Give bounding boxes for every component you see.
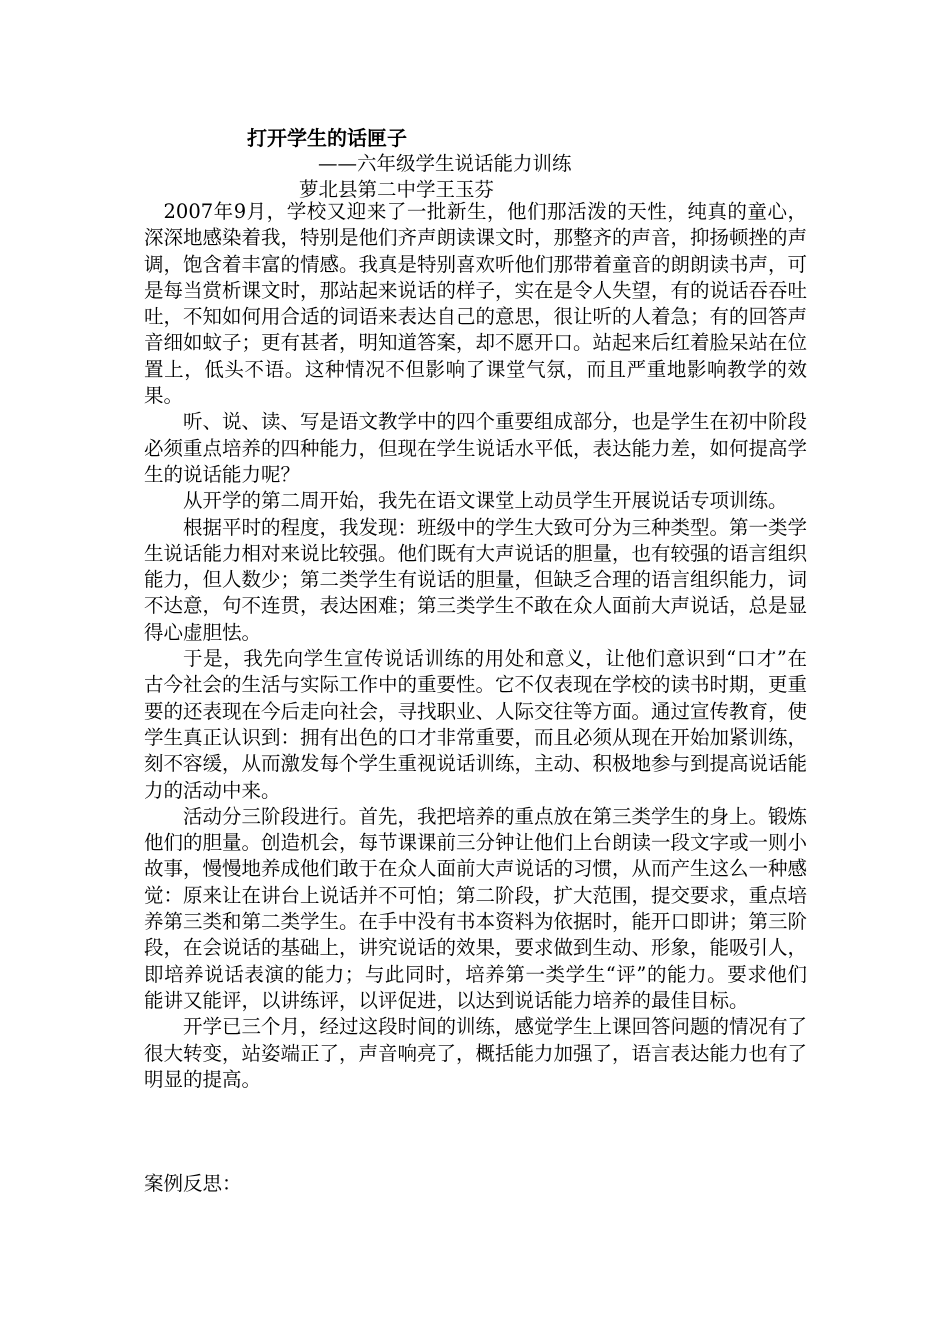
reflection-heading: 案例反思： bbox=[144, 1172, 242, 1195]
paragraph-2: 听、说、读、写是语文教学中的四个重要组成部分，也是学生在初中阶段必须重点培养的四种能力，但现在学生说话水平低，表达能力差，如何提高学生的说话能力呢？ bbox=[144, 410, 808, 486]
document-author: 萝北县第二中学王玉芬 bbox=[299, 178, 495, 201]
paragraph-7: 开学已三个月，经过这段时间的训练，感觉学生上课回答问题的情况有了很大转变，站姿端正了，声音响亮了，概括能力加强了，语言表达能力也有了明显的提高。 bbox=[144, 1015, 808, 1091]
document-subtitle: ——六年级学生说话能力训练 bbox=[318, 152, 572, 175]
paragraph-3: 从开学的第二周开始，我先在语文课堂上动员学生开展说话专项训练。 bbox=[183, 489, 788, 513]
document-title: 打开学生的话匣子 bbox=[247, 126, 407, 150]
document-body bbox=[144, 199, 807, 1093]
paragraph-1: 2007年9月，学校又迎来了一批新生，他们那活泼的天性，纯真的童心，深深地感染着我，特别是他们齐声朗读课文时，那整齐的声音，抑扬顿挫的声调，饱含着丰富的情感。我真是特别喜欢听他们那带着童音的朗朗读书声，可是每当赏析课文时，那站起来说话的样子，实在是令人失望，有的说话吞吞吐吐，不知如何用合适的词语来表达自己的意思，很让听的人着急；有的回答声音细如蚊子；更有甚者，明知道答案，却不愿开口。站起来后红着脸呆站在位置上，低头不语。这种情况不但影响了课堂气氛，而且严重地影响教学的效果。 bbox=[144, 200, 808, 408]
paragraph-4: 根据平时的程度，我发现：班级中的学生大致可分为三种类型。第一类学生说话能力相对来说比较强。他们既有大声说话的胆量，也有较强的语言组织能力，但人数少；第二类学生有说话的胆量，但缺乏合理的语言组织能力，词不达意，句不连贯，表达困难；第三类学生不敢在众人面前大声说话，总是显得心虚胆怯。 bbox=[144, 515, 808, 644]
paragraph-5: 于是，我先向学生宣传说话训练的用处和意义，让他们意识到“口才”在古今社会的生活与实际工作中的重要性。它不仅表现在学校的读书时期，更重要的还表现在今后走向社会，寻找职业、人际交往等方面。通过宣传教育，使学生真正认识到：拥有出色的口才非常重要，而且必须从现在开始加紧训练，刻不容缓，从而激发每个学生重视说话训练，主动、积极地参与到提高说话能力的活动中来。 bbox=[144, 647, 808, 802]
paragraph-6: 活动分三阶段进行。首先，我把培养的重点放在第三类学生的身上。锻炼他们的胆量。创造机会，每节课课前三分钟让他们上台朗读一段文字或一则小故事，慢慢地养成他们敢于在众人面前大声说话的习惯，从而产生这么一种感觉：原来让在讲台上说话并不可怕；第二阶段，扩大范围，提交要求，重点培养第三类和第二类学生。在手中没有书本资料为依据时，能开口即讲；第三阶段，在会说话的基础上，讲究说话的效果，要求做到生动、形象，能吸引人，即培养说话表演的能力；与此同时，培养第一类学生“评”的能力。要求他们能讲又能评，以讲练评，以评促进，以达到说话能力培养的最佳目标。 bbox=[144, 804, 808, 1012]
